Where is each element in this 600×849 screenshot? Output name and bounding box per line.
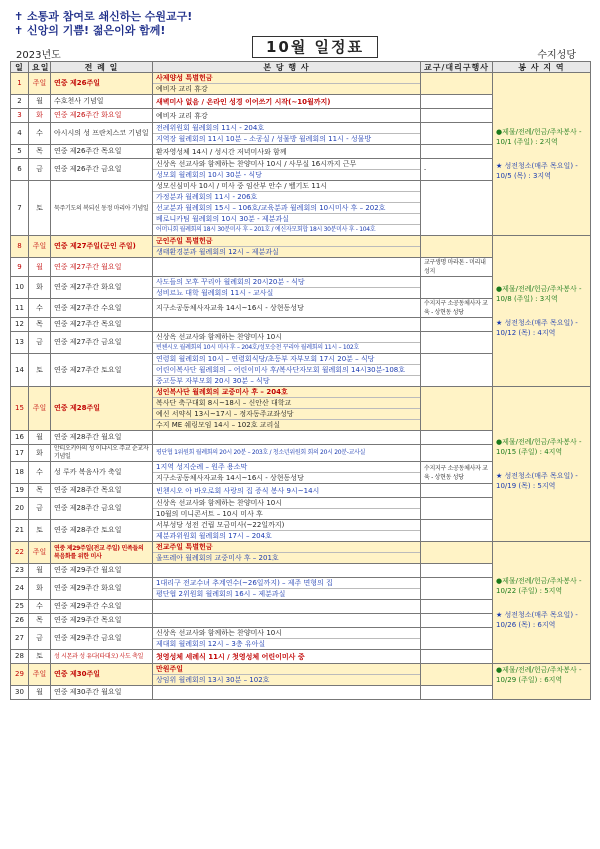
day-of-week: 주일 (29, 542, 51, 564)
liturgy-day: 연중 제29주간 수요일 (51, 600, 153, 614)
parish-events (153, 431, 421, 445)
day-of-week: 금 (29, 498, 51, 520)
diocese-event (421, 181, 493, 236)
schedule-table (10, 61, 591, 700)
parish-events (153, 445, 421, 462)
event-line: 환자영성체 14시 / 성시간 저녁미사와 함께 (156, 147, 287, 156)
parish-events (153, 520, 421, 542)
day-of-week: 주일 (29, 236, 51, 258)
diocese-event (421, 614, 493, 628)
day-number: 15 (11, 387, 29, 431)
table-row (11, 542, 591, 564)
diocese-event (421, 332, 493, 354)
day-number: 25 (11, 600, 29, 614)
liturgy-day: 연중 제29주간 월요일 (51, 564, 153, 578)
parish-events (153, 95, 421, 109)
diocese-event (421, 664, 493, 686)
liturgy-day: 묵주기도의 복되신 동정 마리아 기념일 (51, 181, 153, 236)
service-zone (493, 542, 591, 664)
liturgy-day: 연중 제26주간 화요일 (51, 109, 153, 123)
event-line: 지구소공동체사자교육 14시~16시 - 상현동성당 (156, 474, 304, 482)
diocese-event: 교구생명 마라톤 - 미리내 성지 (421, 258, 493, 277)
event-line: 어린이복사단 월례회의 – 어린이미사 후/복사단자모회 월례회의 14시30분-108호 (153, 365, 420, 376)
parish-events (153, 542, 421, 564)
parish-events (153, 564, 421, 578)
day-number: 12 (11, 318, 29, 332)
day-number: 20 (11, 498, 29, 520)
spacer (496, 596, 587, 610)
parish-events (153, 354, 421, 387)
event-line: 신상옥 선교사와 함께하는 찬양미사 10시 (153, 628, 420, 639)
table-row (11, 387, 591, 431)
day-of-week: 목 (29, 145, 51, 159)
liturgy-day: 연중 제26주간 목요일 (51, 145, 153, 159)
event-line: 제분과위원회 월례회의 17시 – 204호 (156, 532, 272, 540)
event-line: 예신 서약식 13시~17시 – 정자동주교좌성당 (153, 409, 420, 420)
diocese-event (421, 578, 493, 600)
day-number: 3 (11, 109, 29, 123)
event-line: 신상옥 선교사와 함께하는 찬양미사 10시 (153, 498, 420, 509)
parish-events (153, 686, 421, 700)
day-number: 27 (11, 628, 29, 650)
parish-events (153, 578, 421, 600)
offering-service: ●제물/전례/헌금/주차봉사 - 10/15 (주일) : 4지역 (496, 438, 582, 456)
liturgy-day: 연중 제26주일 (51, 73, 153, 95)
offering-service: ●제물/전례/헌금/주차봉사 - 10/8 (주일) : 3지역 (496, 285, 582, 303)
day-number: 19 (11, 484, 29, 498)
mottos (14, 10, 192, 38)
parish-events (153, 258, 421, 277)
event-line: 전교주일 특별헌금 (153, 542, 420, 553)
event-line: 생태환경분과 월례회의 12시 – 제분과실 (156, 248, 279, 256)
day-of-week: 주일 (29, 387, 51, 431)
liturgy-day: 안티오키아의 성 이냐시오 주교 순교자 기념일 (51, 445, 153, 462)
day-number: 17 (11, 445, 29, 462)
diocese-event (421, 564, 493, 578)
liturgy-day: 아시시의 성 프란치스코 기념일 (51, 123, 153, 145)
spacer (496, 685, 587, 699)
parish-events (153, 318, 421, 332)
event-line: 베로니카팀 월례회의 10시 30분 - 제분과실 (153, 214, 420, 225)
diocese-event (421, 318, 493, 332)
liturgy-day: 연중 제27주간 화요일 (51, 277, 153, 299)
day-of-week: 금 (29, 628, 51, 650)
day-of-week: 월 (29, 431, 51, 445)
diocese-event (421, 277, 493, 299)
liturgy-day: 연중 제27주간 목요일 (51, 318, 153, 332)
diocese-event (421, 95, 493, 109)
event-line: 선교분과 월례회의 15시 – 106호/교육분과 월례회의 10시미사 후 – 202호 (153, 203, 420, 214)
day-of-week: 수 (29, 299, 51, 318)
day-number: 24 (11, 578, 29, 600)
event-line: 만원주일 (153, 664, 420, 675)
motto-1: ✝ 소통과 참여로 쇄신하는 수원교구! (14, 10, 193, 23)
cleaning-service: ★ 성전청소(매주 목요일) - 10/5 (목) : 3지역 (496, 162, 578, 180)
event-line: 어머니회 월례회의 18시 30분미사 후 – 201호 / 예신자모회합 18시 30분미사 후 - 104호 (156, 226, 376, 233)
parish-events (153, 332, 421, 354)
table-row (11, 73, 591, 95)
diocese-event (421, 236, 493, 258)
day-number: 14 (11, 354, 29, 387)
liturgy-day: 연중 제30주간 월요일 (51, 686, 153, 700)
liturgy-day: 연중 제27주일(군인 주일) (51, 236, 153, 258)
day-number: 1 (11, 73, 29, 95)
day-number: 18 (11, 462, 29, 484)
table-row (11, 236, 591, 258)
liturgy-day: 연중 제29주간 목요일 (51, 614, 153, 628)
event-line: 중고등부 자부모회 20시 30분 – 식당 (156, 377, 270, 385)
event-line: 평단협 2위원회 월례회의 16시 – 제분과실 (156, 590, 286, 598)
liturgy-day: 연중 제27주간 월요일 (51, 258, 153, 277)
day-of-week: 금 (29, 332, 51, 354)
day-of-week: 목 (29, 318, 51, 332)
day-number: 6 (11, 159, 29, 181)
col-dow: 요일 (29, 62, 51, 73)
parish-events (153, 145, 421, 159)
parish-events (153, 109, 421, 123)
event-line: 빈첸시오 아 바오로회 사랑의 집 증식 봉사 9시~14시 (156, 486, 320, 495)
day-of-week: 월 (29, 95, 51, 109)
event-line: 제대회 월례회의 12시 – 3층 유아실 (156, 640, 266, 648)
day-of-week: 토 (29, 650, 51, 664)
liturgy-day: 연중 제26주간 금요일 (51, 159, 153, 181)
event-line: 가정분과 월례회의 11시 - 206호 (153, 192, 420, 203)
day-number: 26 (11, 614, 29, 628)
event-line: 복사단 축구대회 8시~18시 – 신안산 대학교 (153, 398, 420, 409)
day-number: 2 (11, 95, 29, 109)
day-number: 11 (11, 299, 29, 318)
parish-events (153, 484, 421, 498)
day-number: 10 (11, 277, 29, 299)
event-line: 첫영성체 세례식 11시 / 첫영성체 어린이미사 중 (156, 652, 305, 661)
diocese-event (421, 498, 493, 520)
day-of-week: 월 (29, 564, 51, 578)
day-of-week: 화 (29, 277, 51, 299)
diocese-event (421, 123, 493, 145)
cleaning-service: ★ 성전청소(매주 목요일) - 10/26 (목) : 6지역 (496, 610, 578, 629)
day-of-week: 월 (29, 686, 51, 700)
event-line: 울뜨레아 월례회의 교중미사 후 – 201호 (156, 554, 279, 562)
day-number: 21 (11, 520, 29, 542)
event-line: 1대리구 전교수녀 추계연수(~26일까지) – 제주 면형의 집 (153, 578, 420, 589)
day-of-week: 수 (29, 462, 51, 484)
diocese-event (421, 520, 493, 542)
event-line: 새벽미사 없음 / 온라인 성경 이어쓰기 시작(~10월까지) (156, 97, 331, 106)
col-diocese: 교구/대리구행사 (421, 62, 493, 73)
liturgy-day: 연중 제28주일 (51, 387, 153, 431)
spacer (496, 304, 587, 318)
offering-service: ●제물/전례/헌금/주차봉사 - 10/22 (주일) : 5지역 (496, 576, 582, 595)
liturgy-day: 연중 제29주간 금요일 (51, 628, 153, 650)
parish-events (153, 299, 421, 318)
diocese-event (421, 109, 493, 123)
diocese-event (421, 542, 493, 564)
diocese-event (421, 73, 493, 95)
diocese-event (421, 387, 493, 431)
col-events: 본 당 행 사 (153, 62, 421, 73)
spacer (496, 147, 587, 161)
motto-2: ✝ 신앙의 기쁨! 젊은이와 함께! (14, 24, 166, 37)
event-line: 신상옥 선교사와 함께하는 찬양미사 10시 / 사무실 16시까지 근무 (153, 159, 420, 170)
liturgy-day: 연중 제29주간 화요일 (51, 578, 153, 600)
parish-events (153, 181, 421, 236)
liturgy-day: 연중 제30주일 (51, 664, 153, 686)
event-line: 수지 ME 쉐링모임 14시 – 102호 교리실 (156, 421, 280, 429)
event-line: 지구소공동체사자교육 14시~16시 - 상현동성당 (156, 304, 304, 312)
event-line: 성비르뇨 대학 월례회의 11시 - 교사실 (156, 289, 274, 297)
day-number: 23 (11, 564, 29, 578)
day-of-week: 토 (29, 520, 51, 542)
day-number: 4 (11, 123, 29, 145)
event-line: 사제양성 특별헌금 (153, 73, 420, 84)
parish-events (153, 123, 421, 145)
day-of-week: 화 (29, 445, 51, 462)
day-number: 9 (11, 258, 29, 277)
event-line: 신상옥 선교사와 함께하는 찬양미사 10시 (153, 332, 420, 343)
day-number: 5 (11, 145, 29, 159)
diocese-event: - (421, 159, 493, 181)
day-of-week: 화 (29, 578, 51, 600)
day-of-week: 주일 (29, 73, 51, 95)
diocese-event (421, 484, 493, 498)
day-of-week: 목 (29, 484, 51, 498)
liturgy-day: 성 시몬과 성 유다(타대오) 사도 축일 (51, 650, 153, 664)
day-of-week: 토 (29, 181, 51, 236)
liturgy-day: 수호천사 기념일 (51, 95, 153, 109)
col-day: 일 (11, 62, 29, 73)
diocese-event (421, 628, 493, 650)
diocese-event (421, 431, 493, 445)
day-number: 13 (11, 332, 29, 354)
day-of-week: 수 (29, 600, 51, 614)
parish-name: 수지성당 (537, 50, 576, 61)
liturgy-day: 연중 제28주간 금요일 (51, 498, 153, 520)
event-line: 전례위원회 월례회의 11시 - 204호 (153, 123, 420, 134)
event-line: 사도들의 모후 꾸리아 월례회의 20시20분 - 식당 (153, 277, 420, 288)
diocese-event (421, 354, 493, 387)
event-line: 10월의 미니콘서트 – 10시 미사 후 (156, 510, 263, 518)
parish-events (153, 73, 421, 95)
liturgy-day: 연중 제27주간 금요일 (51, 332, 153, 354)
day-of-week: 수 (29, 123, 51, 145)
offering-service: ●제물/전례/헌금/주차봉사 - 10/29 (주일) : 6지역 (496, 665, 582, 684)
event-line: 서부성당 성전 건립 모금미사(~22일까지) (153, 520, 420, 531)
event-line: 상임위 월례회의 13시 30분 – 102호 (156, 676, 270, 684)
service-zone (493, 236, 591, 387)
year-label: 2023년도 (16, 50, 61, 61)
spacer (496, 457, 587, 471)
liturgy-day: 연중 제27주간 토요일 (51, 354, 153, 387)
liturgy-day: 연중 제29주일(전교 주일) 민족들의 복음화를 위한 미사 (51, 542, 153, 564)
diocese-event (421, 145, 493, 159)
parish-events (153, 462, 421, 484)
cleaning-service: ★ 성전청소(매주 목요일) - 10/19 (목) : 5지역 (496, 472, 578, 490)
parish-events (153, 628, 421, 650)
table-header (11, 62, 591, 73)
event-line: 1지역 성지순례 – 원주 용소막 (153, 462, 420, 473)
day-number: 29 (11, 664, 29, 686)
event-line: 성모신심미사 10시 / 미사 중 임산부 안수 / 벨기도 11시 (153, 181, 420, 192)
event-line: 지역장 월례회의 11시 10분 – 소공실 / 성물방 월례회의 11시 - 성물방 (156, 135, 372, 143)
event-line: 성인복사단 월례회의 교중미사 후 – 204호 (153, 387, 420, 398)
event-line: 성모회 월례회의 10시 30분 - 식당 (156, 171, 262, 179)
event-line: 평단협 1위원회 월례회의 20시 20분 – 203호 / 청소년위원회 회의 20시 20분-교사실 (156, 449, 366, 456)
day-number: 16 (11, 431, 29, 445)
parish-events (153, 650, 421, 664)
parish-events (153, 600, 421, 614)
liturgy-day: 성 루카 복음사가 축일 (51, 462, 153, 484)
event-line: 연령회 월례회의 10시 – 연령회식당/초등부 자부모회 17시 20분 – 식당 (153, 354, 420, 365)
day-number: 8 (11, 236, 29, 258)
day-number: 7 (11, 181, 29, 236)
day-of-week: 화 (29, 109, 51, 123)
day-of-week: 금 (29, 159, 51, 181)
diocese-event (421, 600, 493, 614)
parish-events (153, 614, 421, 628)
liturgy-day: 연중 제28주간 목요일 (51, 484, 153, 498)
parish-events (153, 277, 421, 299)
diocese-event (421, 445, 493, 462)
day-number: 22 (11, 542, 29, 564)
offering-service: ●제물/전례/헌금/주차봉사 - 10/1 (주일) : 2지역 (496, 128, 582, 146)
parish-events (153, 159, 421, 181)
event-line: 예비자 교리 휴강 (156, 85, 208, 93)
liturgy-day: 연중 제28주간 토요일 (51, 520, 153, 542)
parish-events (153, 236, 421, 258)
day-of-week: 주일 (29, 664, 51, 686)
liturgy-day: 연중 제28주간 월요일 (51, 431, 153, 445)
day-of-week: 토 (29, 354, 51, 387)
service-zone (493, 387, 591, 542)
day-number: 28 (11, 650, 29, 664)
diocese-event (421, 650, 493, 664)
cleaning-service: ★ 성전청소(매주 목요일) - 10/12 (목) : 4지역 (496, 319, 578, 337)
parish-events (153, 387, 421, 431)
day-of-week: 월 (29, 258, 51, 277)
col-liturgy: 전 례 일 (51, 62, 153, 73)
page-title: 10월 일정표 (252, 36, 378, 58)
day-of-week: 목 (29, 614, 51, 628)
day-number: 30 (11, 686, 29, 700)
parish-events (153, 498, 421, 520)
table-row (11, 664, 591, 686)
service-zone (493, 73, 591, 236)
diocese-event: 수지지구 소공동체사자 교육 - 상현동 성당 (421, 299, 493, 318)
event-line: 군인주일 특별헌금 (153, 236, 420, 247)
diocese-event (421, 686, 493, 700)
parish-events (153, 664, 421, 686)
diocese-event: 수지지구 소공동체사자 교육 - 상현동 성당 (421, 462, 493, 484)
event-line: 빈첸시오 월례회의 10시 미사 후 – 204호/성모승천 꾸리아 월례회의 11시 – 102호 (156, 344, 359, 351)
liturgy-day: 연중 제27주간 수요일 (51, 299, 153, 318)
service-zone (493, 664, 591, 700)
col-zone: 봉 사 지 역 (493, 62, 591, 73)
event-line: 예비자 교리 휴강 (156, 111, 208, 120)
